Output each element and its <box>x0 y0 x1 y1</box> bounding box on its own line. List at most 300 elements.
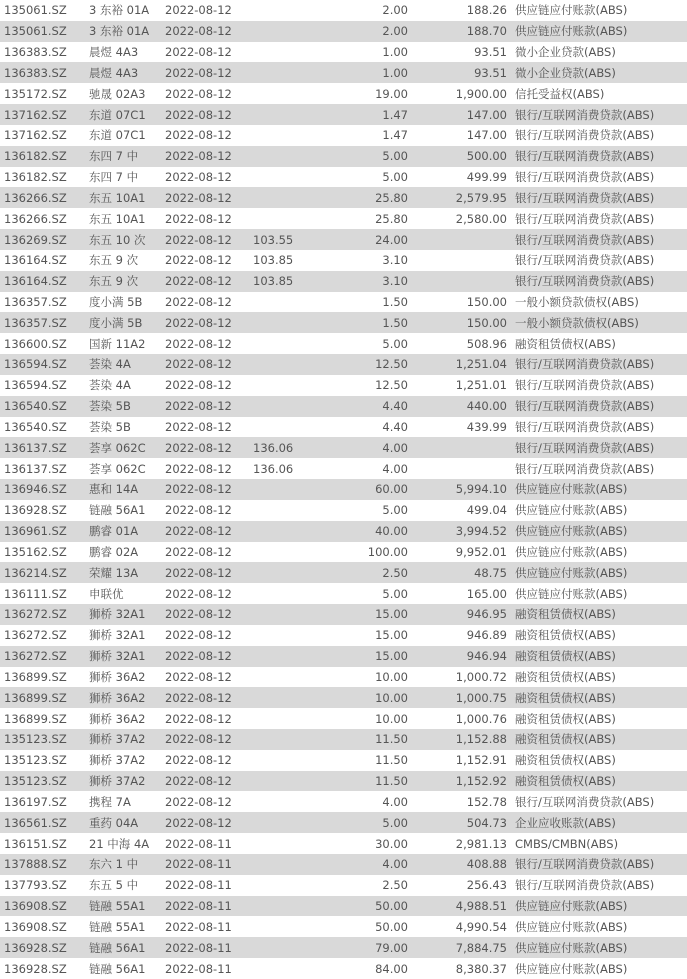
amount-cell: 408.88 <box>466 857 507 872</box>
asset-type-cell: 一般小额贷款债权(ABS) <box>515 315 639 330</box>
security-name-cell: 鹏睿 01A <box>89 524 139 539</box>
security-code-cell: 136908.SZ <box>4 919 67 934</box>
price-cell <box>249 167 322 188</box>
table-row <box>0 62 687 83</box>
asset-type-cell: 银行/互联网消费贷款(ABS) <box>515 107 655 122</box>
table-row <box>0 292 687 313</box>
trade-date-cell: 2022-08-12 <box>165 211 232 226</box>
amount-cell: 4,988.51 <box>455 899 507 914</box>
table-row <box>0 125 687 146</box>
volume-cell: 10.00 <box>375 711 408 726</box>
volume-cell: 50.00 <box>375 919 408 934</box>
asset-type-cell: 银行/互联网消费贷款(ABS) <box>515 794 655 809</box>
security-name-cell: 东四 7 中 <box>89 149 139 164</box>
amount-cell: 188.26 <box>466 3 507 18</box>
security-name-cell: 链融 56A1 <box>89 503 146 518</box>
trade-date-cell: 2022-08-11 <box>165 899 232 914</box>
security-code-cell: 136899.SZ <box>4 711 67 726</box>
volume-cell: 50.00 <box>375 899 408 914</box>
volume-cell: 84.00 <box>375 961 408 976</box>
table-row <box>0 167 687 188</box>
security-code-cell: 136908.SZ <box>4 899 67 914</box>
security-name-cell: 度小满 5B <box>89 295 143 309</box>
table-row <box>0 437 687 458</box>
amount-cell: 150.00 <box>466 295 507 309</box>
amount-cell: 946.94 <box>466 649 507 664</box>
security-code-cell: 136272.SZ <box>4 607 67 622</box>
volume-cell: 15.00 <box>375 649 408 664</box>
volume-cell: 24.00 <box>375 232 408 247</box>
asset-type-cell: 融资租赁债权(ABS) <box>515 607 616 622</box>
security-name-cell: 晨煜 4A3 <box>89 65 139 80</box>
table-row <box>0 146 687 167</box>
volume-cell: 79.00 <box>375 940 408 955</box>
trade-date-cell: 2022-08-12 <box>165 65 232 80</box>
security-code-cell: 136383.SZ <box>4 45 67 60</box>
table-row <box>0 916 687 937</box>
amount-cell: 440.00 <box>466 399 507 414</box>
trade-date-cell: 2022-08-12 <box>165 274 232 289</box>
volume-cell: 2.50 <box>382 878 408 893</box>
price-cell <box>249 62 322 83</box>
asset-type-cell: 融资租赁债权(ABS) <box>515 669 616 684</box>
asset-type-cell: 银行/互联网消费贷款(ABS) <box>515 274 655 289</box>
amount-cell: 150.00 <box>466 315 507 330</box>
asset-type-cell: 融资租赁债权(ABS) <box>515 711 616 726</box>
volume-cell: 11.50 <box>375 753 408 768</box>
trade-date-cell: 2022-08-12 <box>165 711 232 726</box>
table-row <box>0 750 687 771</box>
asset-type-cell: CMBS/CMBN(ABS) <box>515 836 619 851</box>
security-code-cell: 135123.SZ <box>4 732 67 747</box>
price-cell <box>249 417 322 438</box>
security-name-cell: 申联优 <box>89 586 124 601</box>
volume-cell: 3.10 <box>382 253 408 268</box>
table-row <box>0 771 687 792</box>
asset-type-cell: 供应链应付账款(ABS) <box>515 544 628 559</box>
security-code-cell: 136272.SZ <box>4 649 67 664</box>
trade-date-cell: 2022-08-12 <box>165 86 232 101</box>
security-code-cell: 136272.SZ <box>4 628 67 643</box>
security-name-cell: 狮桥 36A2 <box>89 690 146 705</box>
security-code-cell: 136164.SZ <box>4 274 67 289</box>
volume-cell: 1.47 <box>382 128 408 143</box>
amount-cell: 9,952.01 <box>455 544 507 559</box>
security-code-cell: 136561.SZ <box>4 815 67 830</box>
volume-cell: 30.00 <box>375 836 408 851</box>
table-row <box>0 83 687 104</box>
security-name-cell: 狮桥 36A2 <box>89 669 146 684</box>
volume-cell: 2.50 <box>382 565 408 580</box>
amount-cell: 1,251.04 <box>455 357 507 372</box>
asset-type-cell: 银行/互联网消费贷款(ABS) <box>515 857 655 872</box>
volume-cell: 4.00 <box>382 461 408 476</box>
asset-type-cell: 融资租赁债权(ABS) <box>515 628 616 643</box>
price-cell: 103.85 <box>253 274 294 289</box>
trade-date-cell: 2022-08-12 <box>165 732 232 747</box>
volume-cell: 1.00 <box>382 65 408 80</box>
asset-type-cell: 银行/互联网消费贷款(ABS) <box>515 149 655 164</box>
security-name-cell: 链融 55A1 <box>89 919 146 934</box>
amount-cell: 2,981.13 <box>455 836 507 851</box>
amount-cell: 48.75 <box>474 565 507 580</box>
asset-type-cell: 供应链应付账款(ABS) <box>515 586 628 601</box>
security-code-cell: 136946.SZ <box>4 482 67 497</box>
asset-type-cell: 供应链应付账款(ABS) <box>515 919 628 934</box>
security-code-cell: 137793.SZ <box>4 878 67 893</box>
trade-date-cell: 2022-08-11 <box>165 857 232 872</box>
trade-date-cell: 2022-08-12 <box>165 482 232 497</box>
security-name-cell: 荟染 4A <box>89 378 131 393</box>
volume-cell: 10.00 <box>375 669 408 684</box>
asset-type-cell: 银行/互联网消费贷款(ABS) <box>515 378 655 393</box>
security-code-cell: 136182.SZ <box>4 170 67 185</box>
price-cell <box>249 208 322 229</box>
security-name-cell: 东五 9 次 <box>89 274 139 289</box>
trade-date-cell: 2022-08-12 <box>165 357 232 372</box>
asset-type-cell: 信托受益权(ABS) <box>515 86 605 101</box>
table-row <box>0 625 687 646</box>
amount-cell: 508.96 <box>466 336 507 351</box>
volume-cell: 15.00 <box>375 607 408 622</box>
amount-cell: 500.00 <box>466 149 507 164</box>
security-name-cell: 链融 56A1 <box>89 940 146 955</box>
table-row <box>0 708 687 729</box>
security-name-cell: 携程 7A <box>89 794 131 809</box>
security-name-cell: 狮桥 36A2 <box>89 711 146 726</box>
amount-cell: 8,380.37 <box>455 961 507 976</box>
asset-type-cell: 微小企业贷款(ABS) <box>515 65 616 80</box>
security-code-cell: 135061.SZ <box>4 3 67 18</box>
trade-date-cell: 2022-08-11 <box>165 878 232 893</box>
price-cell <box>249 187 322 208</box>
amount-cell: 499.99 <box>466 170 507 185</box>
amount-cell: 499.04 <box>466 503 507 518</box>
security-name-cell: 狮桥 32A1 <box>89 607 146 622</box>
security-code-cell: 136383.SZ <box>4 65 67 80</box>
security-code-cell: 136928.SZ <box>4 961 67 976</box>
volume-cell: 2.00 <box>382 3 408 18</box>
volume-cell: 2.00 <box>382 24 408 39</box>
amount-cell <box>412 271 511 292</box>
security-code-cell: 135162.SZ <box>4 544 67 559</box>
price-cell <box>249 854 322 875</box>
volume-cell: 5.00 <box>382 336 408 351</box>
table-row <box>0 479 687 500</box>
security-code-cell: 136928.SZ <box>4 940 67 955</box>
security-name-cell: 狮桥 37A2 <box>89 774 146 789</box>
security-name-cell: 东道 07C1 <box>89 107 146 122</box>
asset-type-cell: 银行/互联网消费贷款(ABS) <box>515 232 655 247</box>
security-name-cell: 荟享 062C <box>89 461 146 476</box>
volume-cell: 19.00 <box>375 86 408 101</box>
trade-date-cell: 2022-08-12 <box>165 336 232 351</box>
table-row <box>0 875 687 896</box>
amount-cell: 4,990.54 <box>455 919 507 934</box>
asset-type-cell: 融资租赁债权(ABS) <box>515 774 616 789</box>
trade-date-cell: 2022-08-12 <box>165 253 232 268</box>
security-name-cell: 3 东裕 01A <box>89 24 150 39</box>
trade-date-cell: 2022-08-11 <box>165 919 232 934</box>
asset-type-cell: 供应链应付账款(ABS) <box>515 503 628 518</box>
table-row <box>0 42 687 63</box>
asset-type-cell: 银行/互联网消费贷款(ABS) <box>515 878 655 893</box>
asset-type-cell: 银行/互联网消费贷款(ABS) <box>515 128 655 143</box>
amount-cell: 2,580.00 <box>455 211 507 226</box>
table-row <box>0 312 687 333</box>
table-row <box>0 271 687 292</box>
table-row <box>0 687 687 708</box>
security-name-cell: 狮桥 32A1 <box>89 649 146 664</box>
amount-cell: 2,579.95 <box>455 190 507 205</box>
volume-cell: 11.50 <box>375 774 408 789</box>
trade-date-cell: 2022-08-12 <box>165 794 232 809</box>
table-row <box>0 354 687 375</box>
price-cell <box>249 125 322 146</box>
asset-type-cell: 银行/互联网消费贷款(ABS) <box>515 211 655 226</box>
security-name-cell: 3 东裕 01A <box>89 3 150 18</box>
asset-type-cell: 融资租赁债权(ABS) <box>515 690 616 705</box>
price-cell <box>249 146 322 167</box>
price-cell <box>249 812 322 833</box>
security-name-cell: 东五 10A1 <box>89 211 146 226</box>
asset-type-cell: 银行/互联网消费贷款(ABS) <box>515 170 655 185</box>
amount-cell: 946.95 <box>466 607 507 622</box>
price-cell <box>249 500 322 521</box>
price-cell <box>249 542 322 563</box>
security-name-cell: 链融 56A1 <box>89 961 146 976</box>
asset-type-cell: 银行/互联网消费贷款(ABS) <box>515 419 655 434</box>
amount-cell: 188.70 <box>466 24 507 39</box>
amount-cell: 1,000.76 <box>455 711 507 726</box>
amount-cell: 147.00 <box>466 107 507 122</box>
security-code-cell: 136182.SZ <box>4 149 67 164</box>
trade-date-cell: 2022-08-11 <box>165 836 232 851</box>
table-row <box>0 854 687 875</box>
volume-cell: 4.00 <box>382 794 408 809</box>
trade-date-cell: 2022-08-12 <box>165 24 232 39</box>
price-cell <box>249 562 322 583</box>
table-row <box>0 604 687 625</box>
security-name-cell: 狮桥 37A2 <box>89 753 146 768</box>
trade-date-cell: 2022-08-12 <box>165 419 232 434</box>
security-code-cell: 136899.SZ <box>4 669 67 684</box>
table-row <box>0 0 687 21</box>
trade-date-cell: 2022-08-12 <box>165 461 232 476</box>
security-code-cell: 135061.SZ <box>4 24 67 39</box>
asset-type-cell: 供应链应付账款(ABS) <box>515 24 628 39</box>
asset-type-cell: 供应链应付账款(ABS) <box>515 3 628 18</box>
price-cell <box>249 937 322 958</box>
asset-type-cell: 融资租赁债权(ABS) <box>515 732 616 747</box>
security-code-cell: 136214.SZ <box>4 565 67 580</box>
amount-cell: 1,152.88 <box>455 732 507 747</box>
table-row <box>0 833 687 854</box>
security-name-cell: 狮桥 37A2 <box>89 732 146 747</box>
security-name-cell: 21 中海 4A <box>89 836 150 851</box>
security-code-cell: 136151.SZ <box>4 836 67 851</box>
asset-type-cell: 微小企业贷款(ABS) <box>515 45 616 60</box>
price-cell <box>249 750 322 771</box>
trade-date-cell: 2022-08-12 <box>165 170 232 185</box>
amount-cell: 1,000.75 <box>455 690 507 705</box>
amount-cell: 165.00 <box>466 586 507 601</box>
asset-type-cell: 融资租赁债权(ABS) <box>515 336 616 351</box>
amount-cell: 7,884.75 <box>455 940 507 955</box>
price-cell <box>249 375 322 396</box>
volume-cell: 60.00 <box>375 482 408 497</box>
security-code-cell: 136111.SZ <box>4 586 67 601</box>
volume-cell: 3.10 <box>382 274 408 289</box>
security-code-cell: 136899.SZ <box>4 690 67 705</box>
price-cell <box>249 583 322 604</box>
volume-cell: 5.00 <box>382 815 408 830</box>
price-cell: 136.06 <box>253 440 294 455</box>
security-code-cell: 136164.SZ <box>4 253 67 268</box>
trade-date-cell: 2022-08-12 <box>165 107 232 122</box>
amount-cell: 152.78 <box>466 794 507 809</box>
security-name-cell: 荟染 4A <box>89 357 131 372</box>
trade-date-cell: 2022-08-12 <box>165 607 232 622</box>
security-name-cell: 晨煜 4A3 <box>89 45 139 60</box>
security-name-cell: 东五 5 中 <box>89 878 139 893</box>
security-code-cell: 136540.SZ <box>4 419 67 434</box>
trade-date-cell: 2022-08-12 <box>165 190 232 205</box>
amount-cell: 504.73 <box>466 815 507 830</box>
trade-date-cell: 2022-08-12 <box>165 128 232 143</box>
price-cell <box>249 875 322 896</box>
asset-type-cell: 银行/互联网消费贷款(ABS) <box>515 399 655 414</box>
security-code-cell: 136600.SZ <box>4 336 67 351</box>
price-cell <box>249 791 322 812</box>
amount-cell: 1,900.00 <box>455 86 507 101</box>
amount-cell <box>412 437 511 458</box>
asset-type-cell: 银行/互联网消费贷款(ABS) <box>515 440 655 455</box>
price-cell <box>249 0 322 21</box>
amount-cell: 3,994.52 <box>455 524 507 539</box>
trade-date-cell: 2022-08-12 <box>165 295 232 309</box>
asset-type-cell: 银行/互联网消费贷款(ABS) <box>515 253 655 268</box>
security-code-cell: 136928.SZ <box>4 503 67 518</box>
trade-date-cell: 2022-08-12 <box>165 544 232 559</box>
amount-cell: 1,000.72 <box>455 669 507 684</box>
price-cell <box>249 42 322 63</box>
price-cell <box>249 916 322 937</box>
security-name-cell: 荟染 5B <box>89 419 131 434</box>
volume-cell: 5.00 <box>382 503 408 518</box>
volume-cell: 11.50 <box>375 732 408 747</box>
asset-type-cell: 供应链应付账款(ABS) <box>515 565 628 580</box>
table-row <box>0 542 687 563</box>
amount-cell: 439.99 <box>466 419 507 434</box>
asset-type-cell: 供应链应付账款(ABS) <box>515 524 628 539</box>
volume-cell: 4.40 <box>382 419 408 434</box>
trade-date-cell: 2022-08-12 <box>165 149 232 164</box>
trade-date-cell: 2022-08-12 <box>165 45 232 60</box>
asset-type-cell: 银行/互联网消费贷款(ABS) <box>515 357 655 372</box>
table-row <box>0 250 687 271</box>
security-name-cell: 国新 11A2 <box>89 336 146 351</box>
price-cell: 103.85 <box>253 253 294 268</box>
security-name-cell: 荟染 5B <box>89 399 131 414</box>
asset-type-cell: 银行/互联网消费贷款(ABS) <box>515 461 655 476</box>
security-code-cell: 136269.SZ <box>4 232 67 247</box>
price-cell: 103.55 <box>253 232 294 247</box>
volume-cell: 10.00 <box>375 690 408 705</box>
security-name-cell: 荣耀 13A <box>89 565 139 580</box>
trade-date-cell: 2022-08-11 <box>165 961 232 976</box>
price-cell <box>249 729 322 750</box>
trade-date-cell: 2022-08-12 <box>165 503 232 518</box>
trade-date-cell: 2022-08-12 <box>165 690 232 705</box>
price-cell <box>249 521 322 542</box>
price-cell <box>249 604 322 625</box>
amount-cell: 1,152.92 <box>455 774 507 789</box>
security-name-cell: 驰晟 02A3 <box>89 86 146 101</box>
volume-cell: 1.50 <box>382 315 408 330</box>
price-cell <box>249 396 322 417</box>
security-code-cell: 136357.SZ <box>4 295 67 309</box>
table-row <box>0 521 687 542</box>
security-name-cell: 狮桥 32A1 <box>89 628 146 643</box>
volume-cell: 5.00 <box>382 586 408 601</box>
amount-cell: 147.00 <box>466 128 507 143</box>
volume-cell: 1.47 <box>382 107 408 122</box>
price-cell <box>249 83 322 104</box>
security-code-cell: 136197.SZ <box>4 794 67 809</box>
trade-date-cell: 2022-08-12 <box>165 399 232 414</box>
table-row <box>0 729 687 750</box>
volume-cell: 5.00 <box>382 149 408 164</box>
amount-cell: 1,152.91 <box>455 753 507 768</box>
table-row <box>0 187 687 208</box>
table-row <box>0 812 687 833</box>
volume-cell: 40.00 <box>375 524 408 539</box>
security-code-cell: 135123.SZ <box>4 753 67 768</box>
security-name-cell: 鹏睿 02A <box>89 544 139 559</box>
trade-date-cell: 2022-08-12 <box>165 649 232 664</box>
volume-cell: 12.50 <box>375 357 408 372</box>
security-code-cell: 135123.SZ <box>4 774 67 789</box>
security-code-cell: 137162.SZ <box>4 128 67 143</box>
price-cell <box>249 625 322 646</box>
security-code-cell: 136357.SZ <box>4 315 67 330</box>
price-cell <box>249 667 322 688</box>
security-code-cell: 136137.SZ <box>4 461 67 476</box>
security-name-cell: 重药 04A <box>89 815 139 830</box>
trade-date-cell: 2022-08-12 <box>165 669 232 684</box>
amount-cell: 946.89 <box>466 628 507 643</box>
table-row <box>0 958 687 979</box>
price-cell <box>249 687 322 708</box>
table-row <box>0 458 687 479</box>
table-row <box>0 667 687 688</box>
table-row <box>0 104 687 125</box>
trade-date-cell: 2022-08-12 <box>165 3 232 18</box>
asset-type-cell: 供应链应付账款(ABS) <box>515 940 628 955</box>
price-cell <box>249 896 322 917</box>
asset-type-cell: 供应链应付账款(ABS) <box>515 482 628 497</box>
amount-cell: 1,251.01 <box>455 378 507 393</box>
trade-date-cell: 2022-08-12 <box>165 565 232 580</box>
price-cell <box>249 292 322 313</box>
price-cell <box>249 646 322 667</box>
amount-cell <box>412 458 511 479</box>
amount-cell <box>412 250 511 271</box>
price-cell <box>249 708 322 729</box>
volume-cell: 15.00 <box>375 628 408 643</box>
table-row <box>0 500 687 521</box>
